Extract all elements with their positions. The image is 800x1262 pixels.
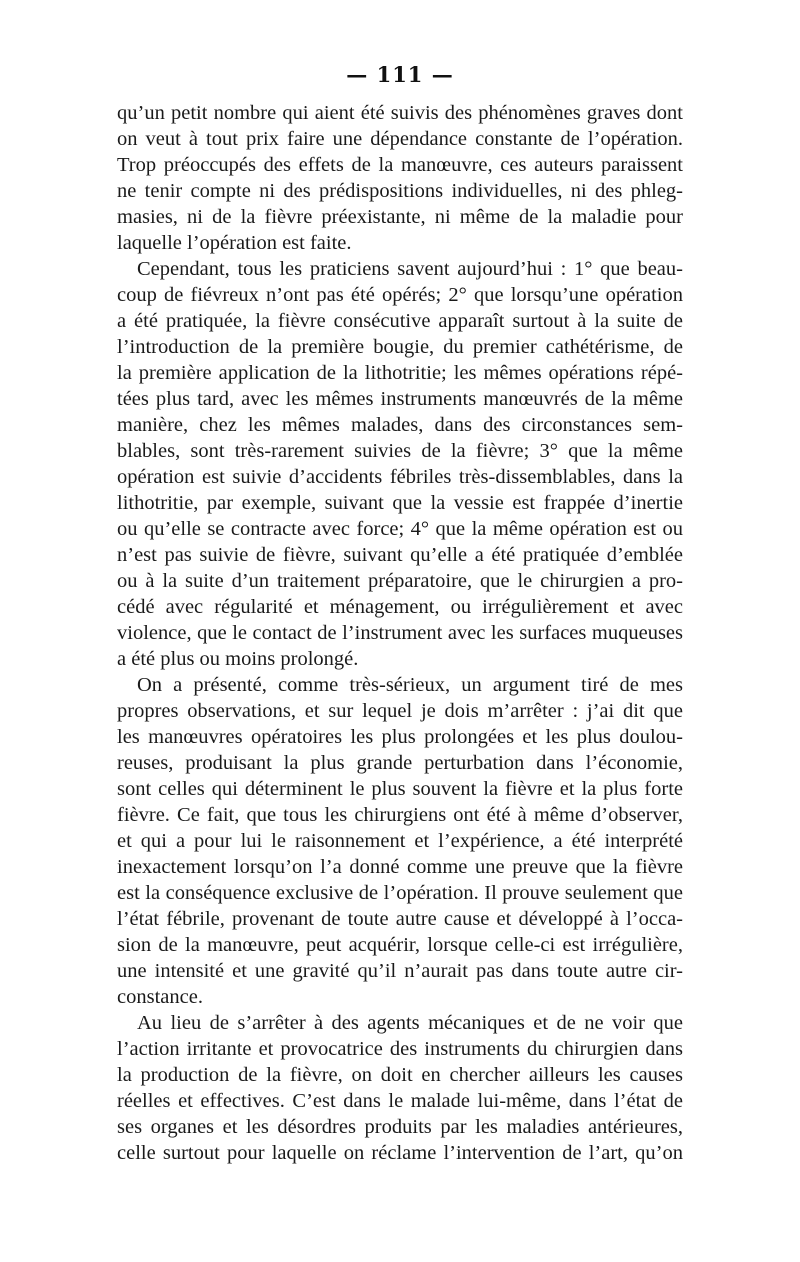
text-line: celle surtout pour laquelle on réclame l’intervention de l’art, qu’on — [117, 1142, 683, 1164]
text-line: ne tenir compte ni des prédispositions individuelles, ni des phleg- — [117, 180, 683, 202]
text-line: sont celles qui déterminent le plus souvent la fièvre et la plus forte — [117, 778, 683, 800]
text-line: n’est pas suivie de fièvre, suivant qu’elle a été pratiquée d’emblée — [117, 544, 683, 566]
text-line: une intensité et une gravité qu’il n’aurait pas dans toute autre cir- — [117, 960, 683, 982]
body-text — [117, 100, 683, 1166]
text-line: coup de fiévreux n’ont pas été opérés; 2° que lorsqu’une opération — [117, 284, 683, 306]
text-line: propres observations, et sur lequel je dois m’arrêter : j’ai dit que — [117, 700, 683, 722]
text-line: opération est suivie d’accidents fébriles très-dissemblables, dans la — [117, 466, 683, 488]
text-line: violence, que le contact de l’instrument avec les surfaces muqueuses — [117, 622, 683, 644]
text-line: la production de la fièvre, on doit en chercher ailleurs les causes — [117, 1064, 683, 1086]
text-line: Trop préoccupés des effets de la manœuvre, ces auteurs paraissent — [117, 154, 683, 176]
text-line: est la conséquence exclusive de l’opération. Il prouve seulement que — [117, 882, 683, 904]
text-line: réelles et effectives. C’est dans le malade lui-même, dans l’état de — [117, 1090, 683, 1112]
text-line: l’état fébrile, provenant de toute autre cause et développé à l’occa- — [117, 908, 683, 930]
text-line: et qui a pour lui le raisonnement et l’expérience, a été interprété — [117, 830, 683, 852]
text-line: a été plus ou moins prolongé. — [117, 648, 359, 670]
text-line: masies, ni de la fièvre préexistante, ni même de la maladie pour — [117, 206, 683, 228]
text-line: qu’un petit nombre qui aient été suivis des phénomènes graves dont — [117, 102, 683, 124]
text-line: On a présenté, comme très-sérieux, un argument tiré de mes — [137, 674, 683, 696]
text-line: l’introduction de la première bougie, du premier cathétérisme, de — [117, 336, 683, 358]
text-line: ou qu’elle se contracte avec force; 4° que la même opération est ou — [117, 518, 683, 540]
text-line: constance. — [117, 986, 203, 1008]
text-line: laquelle l’opération est faite. — [117, 232, 352, 254]
text-line: a été pratiquée, la fièvre consécutive apparaît surtout à la suite de — [117, 310, 683, 332]
text-line: fièvre. Ce fait, que tous les chirurgiens ont été à même d’observer, — [117, 804, 683, 826]
text-line: l’action irritante et provocatrice des instruments du chirurgien dans — [117, 1038, 683, 1060]
text-line: blables, sont très-rarement suivies de la fièvre; 3° que la même — [117, 440, 683, 462]
text-line: la première application de la lithotritie; les mêmes opérations répé- — [117, 362, 683, 384]
text-line: sion de la manœuvre, peut acquérir, lorsque celle-ci est irrégulière, — [117, 934, 683, 956]
text-line: inexactement lorsqu’on l’a donné comme une preuve que la fièvre — [117, 856, 683, 878]
text-line: lithotritie, par exemple, suivant que la vessie est frappée d’inertie — [117, 492, 683, 514]
text-line: tées plus tard, avec les mêmes instruments manœuvrés de la même — [117, 388, 683, 410]
text-line: reuses, produisant la plus grande perturbation dans l’économie, — [117, 752, 683, 774]
text-line: ses organes et les désordres produits par les maladies antérieures, — [117, 1116, 683, 1138]
text-line: on veut à tout prix faire une dépendance constante de l’opération. — [117, 128, 683, 150]
text-line: les manœuvres opératoires les plus prolongées et les plus doulou- — [117, 726, 683, 748]
text-line: Au lieu de s’arrêter à des agents mécaniques et de ne voir que — [137, 1012, 683, 1034]
text-line: cédé avec régularité et ménagement, ou irrégulièrement et avec — [117, 596, 683, 618]
page-number: — 111 — — [346, 62, 454, 87]
text-line: manière, chez les mêmes malades, dans des circonstances sem- — [117, 414, 683, 436]
text-line: ou à la suite d’un traitement préparatoire, que le chirurgien a pro- — [117, 570, 683, 592]
text-line: Cependant, tous les praticiens savent aujourd’hui : 1° que beau- — [137, 258, 683, 280]
